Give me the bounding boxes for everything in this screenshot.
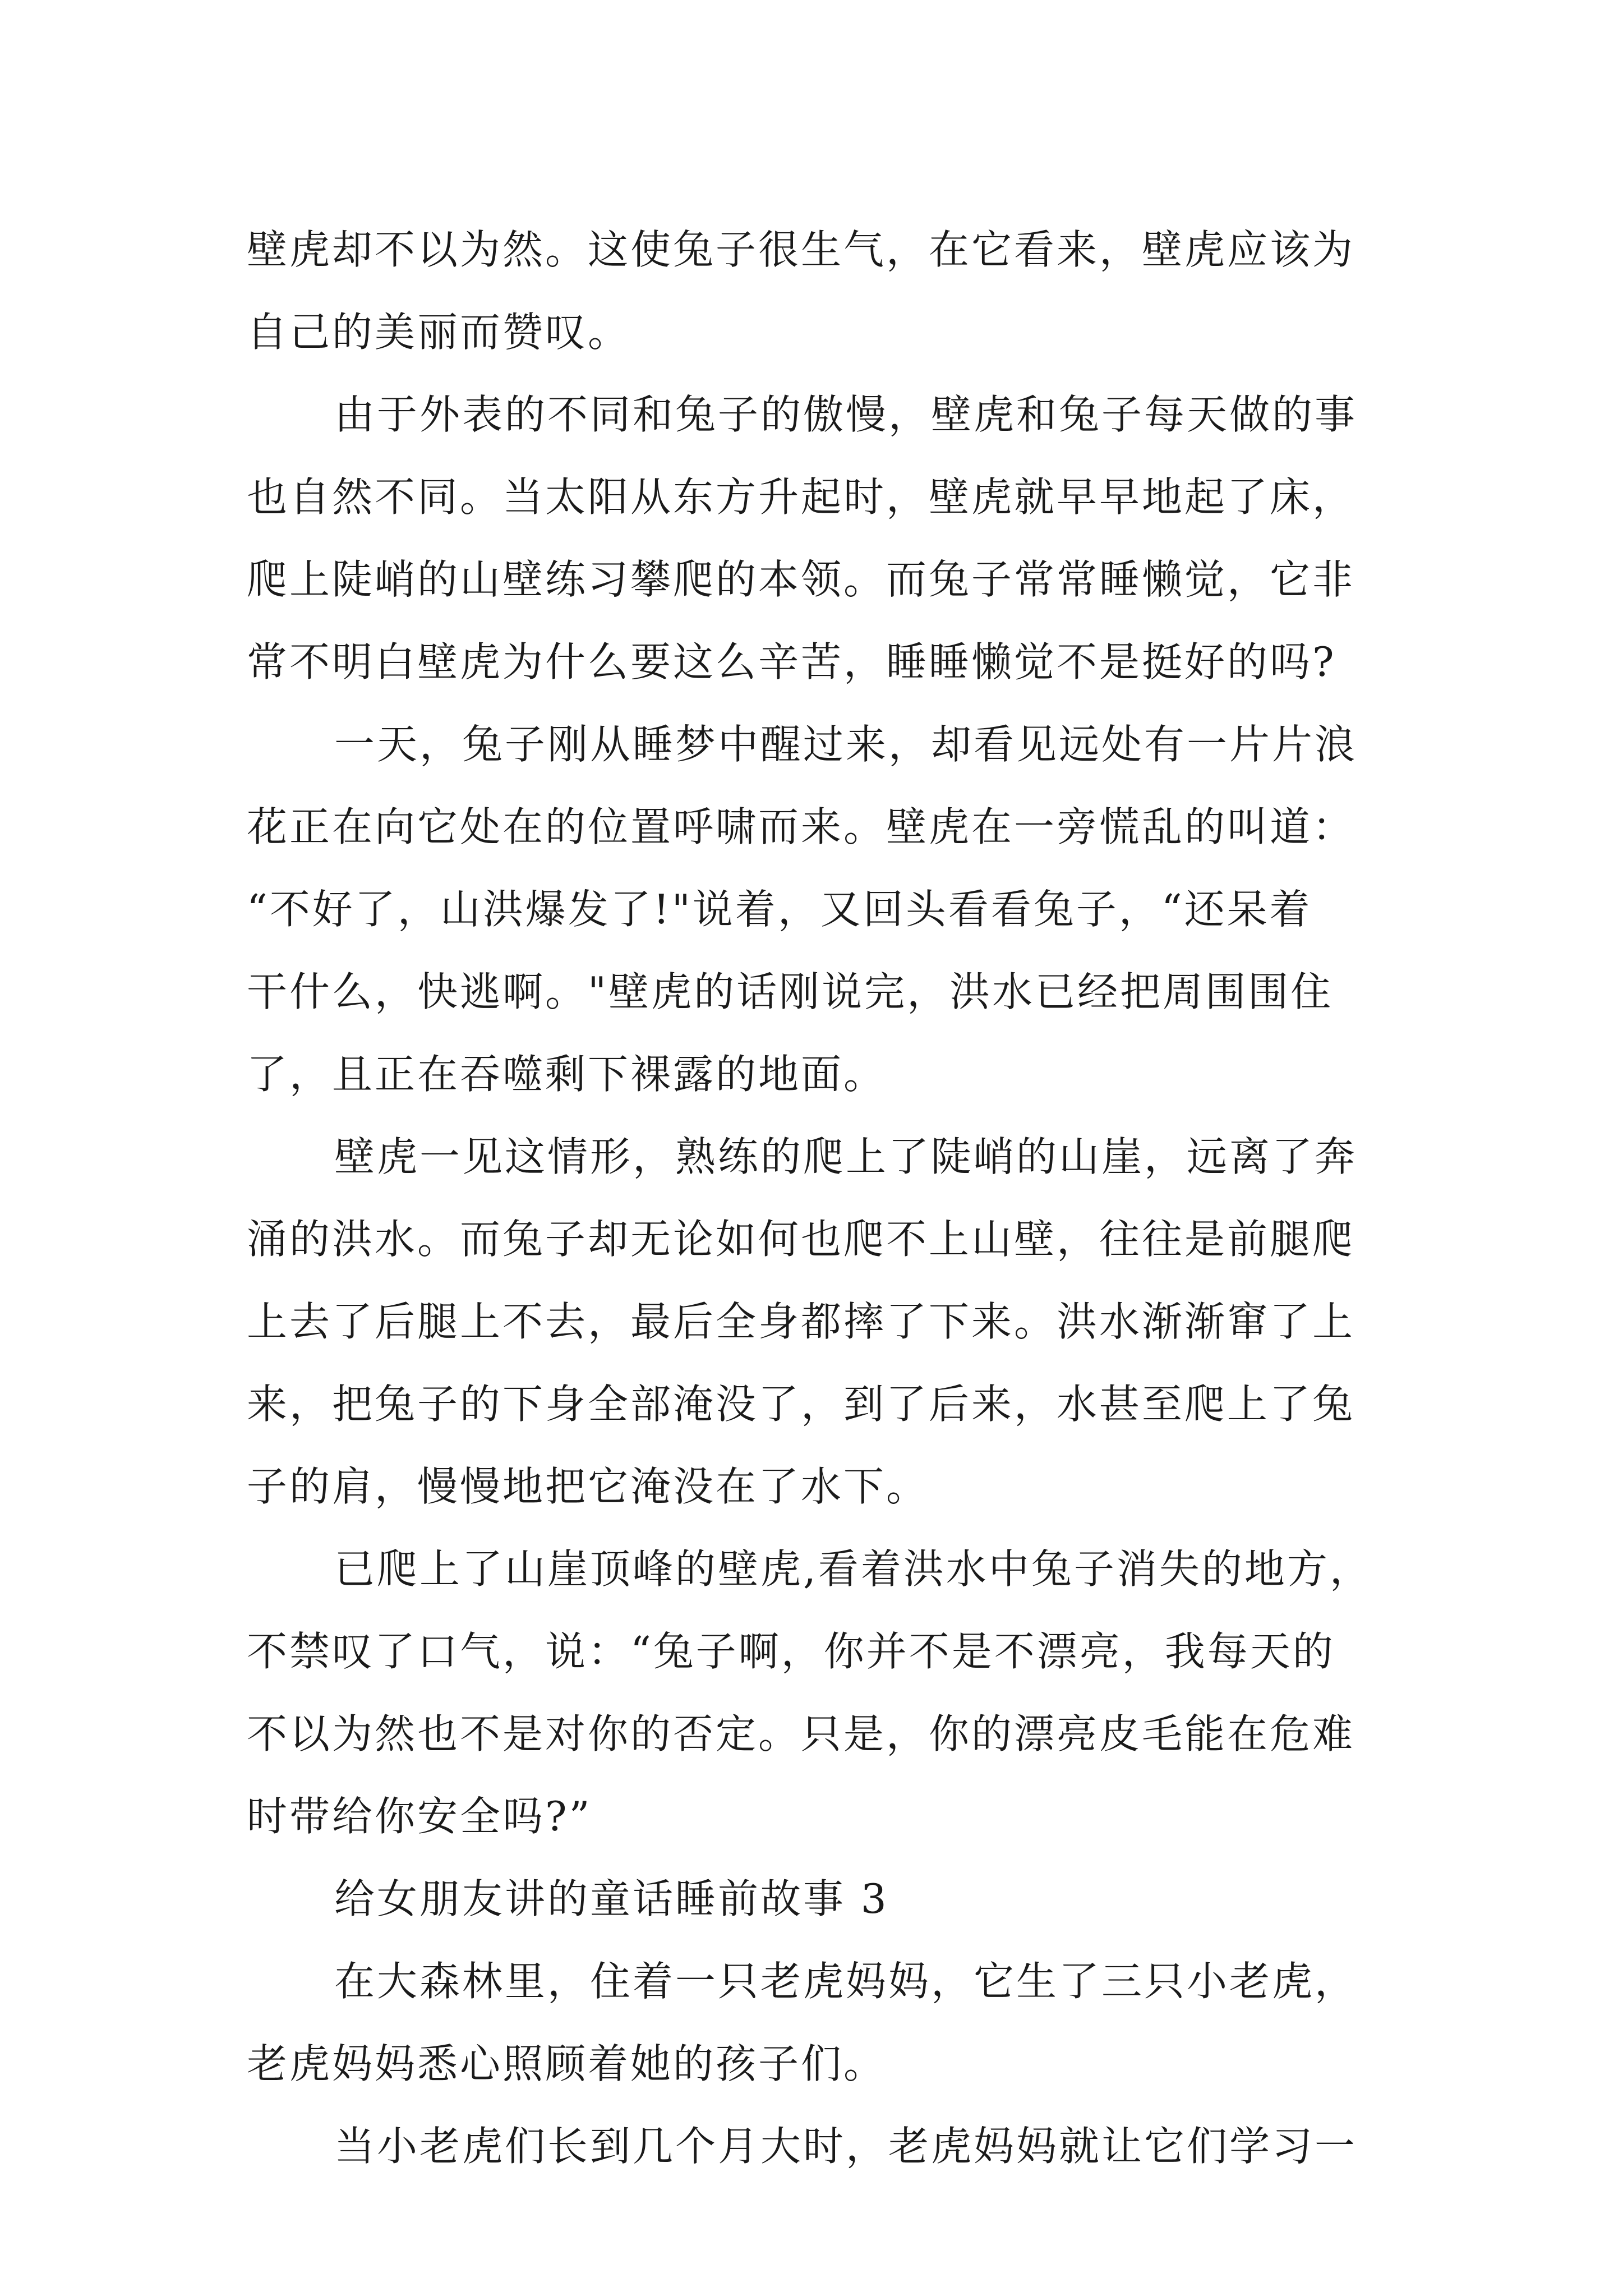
- text-line-1: 壁虎却不以为然。这使兔子很生气，在它看来，壁虎应该为: [247, 226, 1355, 273]
- text-line-22: 在大森林里，住着一只老虎妈妈，它生了三只小老虎，: [334, 1958, 1358, 2005]
- text-line-23: 老虎妈妈悉心照顾着她的孩子们。: [247, 2040, 887, 2087]
- text-line-14: 上去了后腿上不去，最后全身都摔了下来。洪水渐渐窜了上: [247, 1298, 1355, 1345]
- text-line-4: 也自然不同。当太阳从东方升起时，壁虎就早早地起了床，: [247, 473, 1355, 521]
- text-line-15: 来，把兔子的下身全部淹没了，到了后来，水甚至爬上了兔: [247, 1381, 1355, 1428]
- text-line-6: 常不明白壁虎为什么要这么辛苦，睡睡懒觉不是挺好的吗?: [247, 638, 1336, 685]
- text-line-9: “不好了，山洪爆发了!"说着，又回头看看兔子，“还呆着: [247, 886, 1312, 933]
- text-line-20: 时带给你安全吗?”: [247, 1793, 592, 1840]
- text-line-13: 涌的洪水。而兔子却无论如何也爬不上山壁，往往是前腿爬: [247, 1216, 1355, 1263]
- text-line-2: 自己的美丽而赞叹。: [247, 309, 631, 356]
- text-line-10: 干什么，快逃啊。"壁虎的话刚说完，洪水已经把周围围住: [247, 968, 1334, 1015]
- text-line-17: 已爬上了山崖顶峰的壁虎,看着洪水中兔子消失的地方，: [334, 1545, 1372, 1593]
- text-line-7: 一天，兔子刚从睡梦中醒过来，却看见远处有一片片浪: [334, 721, 1358, 768]
- text-line-16: 子的肩，慢慢地把它淹没在了水下。: [247, 1463, 929, 1510]
- document-body: [247, 209, 1380, 2188]
- text-line-11: 了，且正在吞噬剩下裸露的地面。: [247, 1051, 887, 1098]
- section-heading: 给女朋友讲的童话睡前故事 3: [334, 1875, 889, 1922]
- text-line-5: 爬上陡峭的山壁练习攀爬的本领。而兔子常常睡懒觉，它非: [247, 556, 1355, 603]
- text-line-18: 不禁叹了口气，说：“兔子啊，你并不是不漂亮，我每天的: [247, 1628, 1335, 1675]
- text-line-24: 当小老虎们长到几个月大时，老虎妈妈就让它们学习一: [334, 2123, 1358, 2170]
- text-line-12: 壁虎一见这情形，熟练的爬上了陡峭的山崖，远离了奔: [334, 1133, 1358, 1180]
- text-line-3: 由于外表的不同和兔子的傲慢，壁虎和兔子每天做的事: [334, 391, 1358, 438]
- text-line-8: 花正在向它处在的位置呼啸而来。壁虎在一旁慌乱的叫道：: [247, 803, 1355, 850]
- text-line-19: 不以为然也不是对你的否定。只是，你的漂亮皮毛能在危难: [247, 1710, 1355, 1757]
